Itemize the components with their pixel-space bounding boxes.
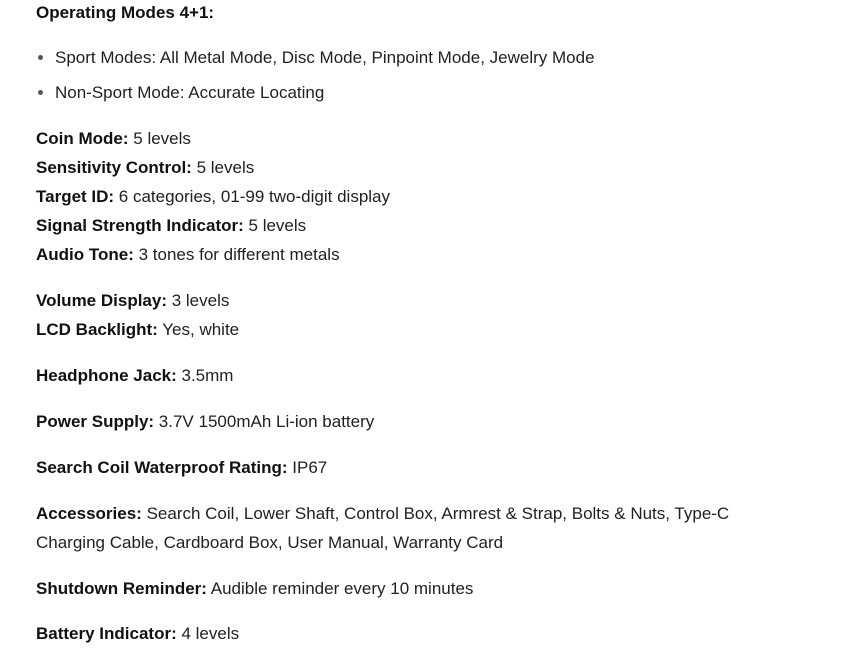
spec-label: Sensitivity Control:: [36, 158, 192, 177]
spec-value: 3 tones for different metals: [133, 245, 340, 264]
list-item: [36, 78, 836, 107]
spec-value: 5 levels: [191, 158, 255, 177]
spec-group-display: [36, 286, 836, 344]
spec-row-signal-strength: [36, 211, 836, 240]
spec-row-lcd-backlight: [36, 315, 836, 344]
spec-row-target-id: [36, 182, 836, 211]
spec-value: 5 levels: [243, 216, 307, 235]
spec-row-battery-indicator: [36, 619, 836, 648]
list-item-text: Non-Sport Mode: Accurate Locating: [55, 83, 325, 102]
spec-row-power-supply: [36, 407, 836, 436]
modes-list: [36, 43, 836, 107]
bullet-icon: [38, 55, 43, 60]
spec-label: Volume Display:: [36, 291, 167, 310]
spec-row-shutdown-reminder: [36, 574, 836, 603]
spec-label: Audio Tone:: [36, 245, 134, 264]
spec-row-headphone-jack: [36, 361, 836, 390]
spec-label: Headphone Jack:: [36, 366, 177, 385]
list-item-text: Sport Modes: All Metal Mode, Disc Mode, Pinpoint Mode, Jewelry Mode: [55, 48, 595, 67]
spec-document: [36, 0, 836, 648]
spec-value: 3.5mm: [176, 366, 234, 385]
spec-row-accessories: [36, 499, 766, 557]
spec-row-waterproof: [36, 453, 836, 482]
spec-row-sensitivity: [36, 153, 836, 182]
spec-label: Accessories:: [36, 504, 142, 523]
spec-row-audio-tone: [36, 240, 836, 269]
spec-group-modes: [36, 124, 836, 269]
spec-label: Power Supply:: [36, 412, 155, 431]
spec-label: Coin Mode:: [36, 129, 129, 148]
list-item: [36, 43, 836, 72]
spec-label: Battery Indicator:: [36, 624, 177, 643]
spec-value: 3.7V 1500mAh Li-ion battery: [154, 412, 375, 431]
spec-label: LCD Backlight:: [36, 320, 158, 339]
spec-value: Yes, white: [157, 320, 240, 339]
spec-row-coin-mode: [36, 124, 836, 153]
spec-value: 6 categories, 01-99 two-digit display: [114, 187, 391, 206]
bullet-icon: [38, 90, 43, 95]
spec-label: Signal Strength Indicator:: [36, 216, 244, 235]
spec-value: Audible reminder every 10 minutes: [206, 579, 474, 598]
spec-value: IP67: [287, 458, 328, 477]
spec-value: 4 levels: [176, 624, 240, 643]
spec-label: Target ID:: [36, 187, 115, 206]
spec-value: 3 levels: [167, 291, 230, 310]
operating-modes-heading: [36, 0, 836, 27]
spec-label: Search Coil Waterproof Rating:: [36, 458, 288, 477]
spec-value: 5 levels: [128, 129, 191, 148]
operating-modes-heading-text: Operating Modes 4+1:: [36, 3, 215, 22]
spec-value: Search Coil, Lower Shaft, Control Box, Armrest & Strap, Bolts & Nuts, Type-C Charging Cable, Cardboard Box, User Manual, Warranty Card: [36, 504, 730, 552]
spec-label: Shutdown Reminder:: [36, 579, 207, 598]
spec-row-volume-display: [36, 286, 836, 315]
